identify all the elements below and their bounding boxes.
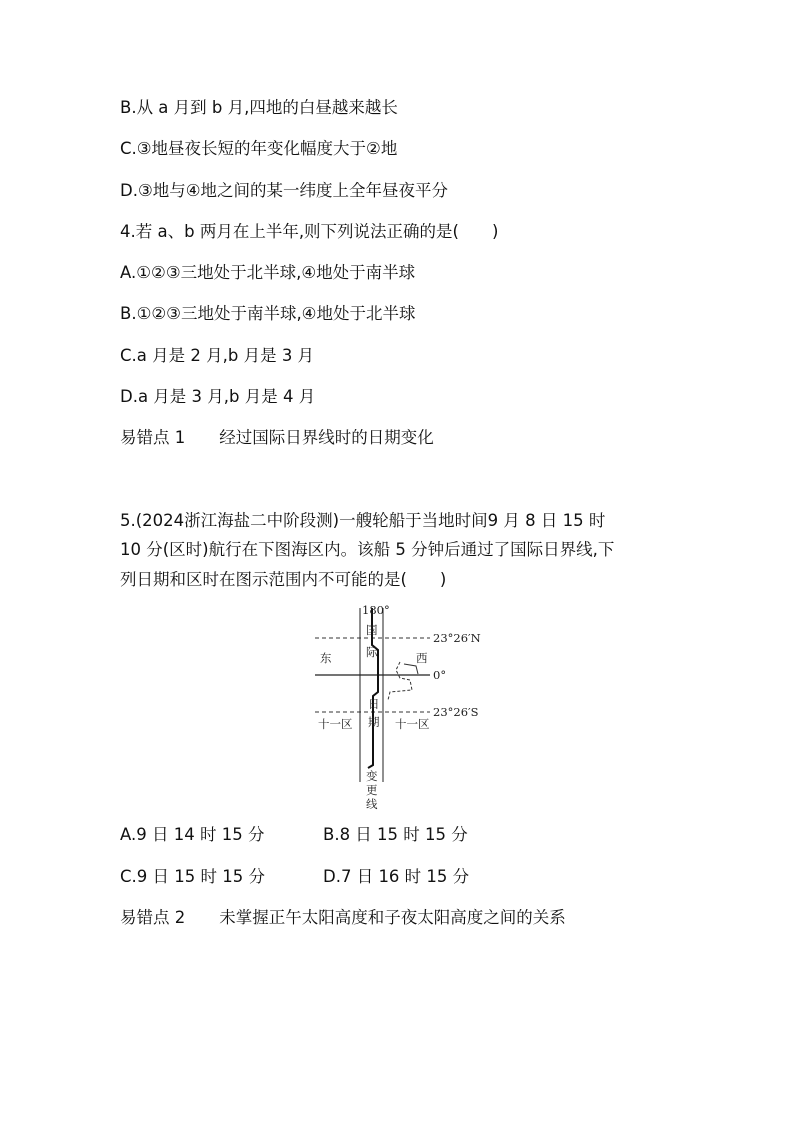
label-lat-south: 23°26′S — [433, 705, 479, 719]
route-dashed — [388, 662, 412, 700]
option-5c: C.9 日 15 时 15 分 — [120, 867, 265, 886]
label-geng: 更 — [366, 783, 378, 797]
label-equator: 0° — [433, 668, 447, 682]
option-3c: C.③地昼夜长短的年变化幅度大于②地 — [120, 139, 398, 158]
error-point-2-text: 未掌握正午太阳高度和子夜太阳高度之间的关系 — [219, 908, 566, 927]
option-4c: C.a 月是 2 月,b 月是 3 月 — [120, 346, 315, 365]
label-guo: 国 — [366, 623, 378, 637]
label-zone-left: 十一区 — [318, 717, 353, 731]
option-5b: B.8 日 15 时 15 分 — [323, 825, 468, 844]
label-west: 西 — [416, 651, 428, 665]
label-ji: 际 — [366, 645, 378, 659]
label-east: 东 — [320, 651, 332, 665]
option-3d: D.③地与④地之间的某一纬度上全年昼夜平分 — [120, 181, 449, 200]
question-4: 4.若 a、b 两月在上半年,则下列说法正确的是( ) — [120, 222, 499, 241]
option-4a: A.①②③三地处于北半球,④地处于南半球 — [120, 263, 416, 282]
date-line-map — [300, 600, 500, 812]
label-qi: 期 — [368, 715, 380, 729]
error-point-2 — [120, 910, 566, 927]
option-5a: A.9 日 14 时 15 分 — [120, 825, 265, 844]
question-5-line2: 10 分(区时)航行在下图海区内。该船 5 分钟后通过了国际日界线,下 — [120, 540, 615, 559]
option-5d: D.7 日 16 时 15 分 — [323, 867, 470, 886]
error-point-1-text: 经过国际日界线时的日期变化 — [219, 428, 434, 447]
question-5-line3: 列日期和区时在图示范围内不可能的是( ) — [120, 570, 447, 589]
label-ri: 日 — [368, 697, 380, 711]
label-lat-north: 23°26′N — [433, 631, 481, 645]
error-point-1 — [120, 430, 434, 447]
label-180: 180° — [362, 603, 390, 617]
label-xian: 线 — [366, 797, 378, 811]
error-point-2-label: 易错点 2 — [120, 908, 186, 927]
route-solid — [404, 664, 418, 674]
error-point-1-label: 易错点 1 — [120, 428, 186, 447]
label-bian: 变 — [366, 769, 378, 783]
option-4d: D.a 月是 3 月,b 月是 4 月 — [120, 387, 316, 406]
label-zone-right: 十一区 — [395, 717, 430, 731]
question-5-line1: 5.(2024浙江海盐二中阶段测)一艘轮船于当地时间9 月 8 日 15 时 — [120, 511, 606, 530]
option-3b: B.从 a 月到 b 月,四地的白昼越来越长 — [120, 98, 398, 117]
option-4b: B.①②③三地处于南半球,④地处于北半球 — [120, 304, 416, 323]
